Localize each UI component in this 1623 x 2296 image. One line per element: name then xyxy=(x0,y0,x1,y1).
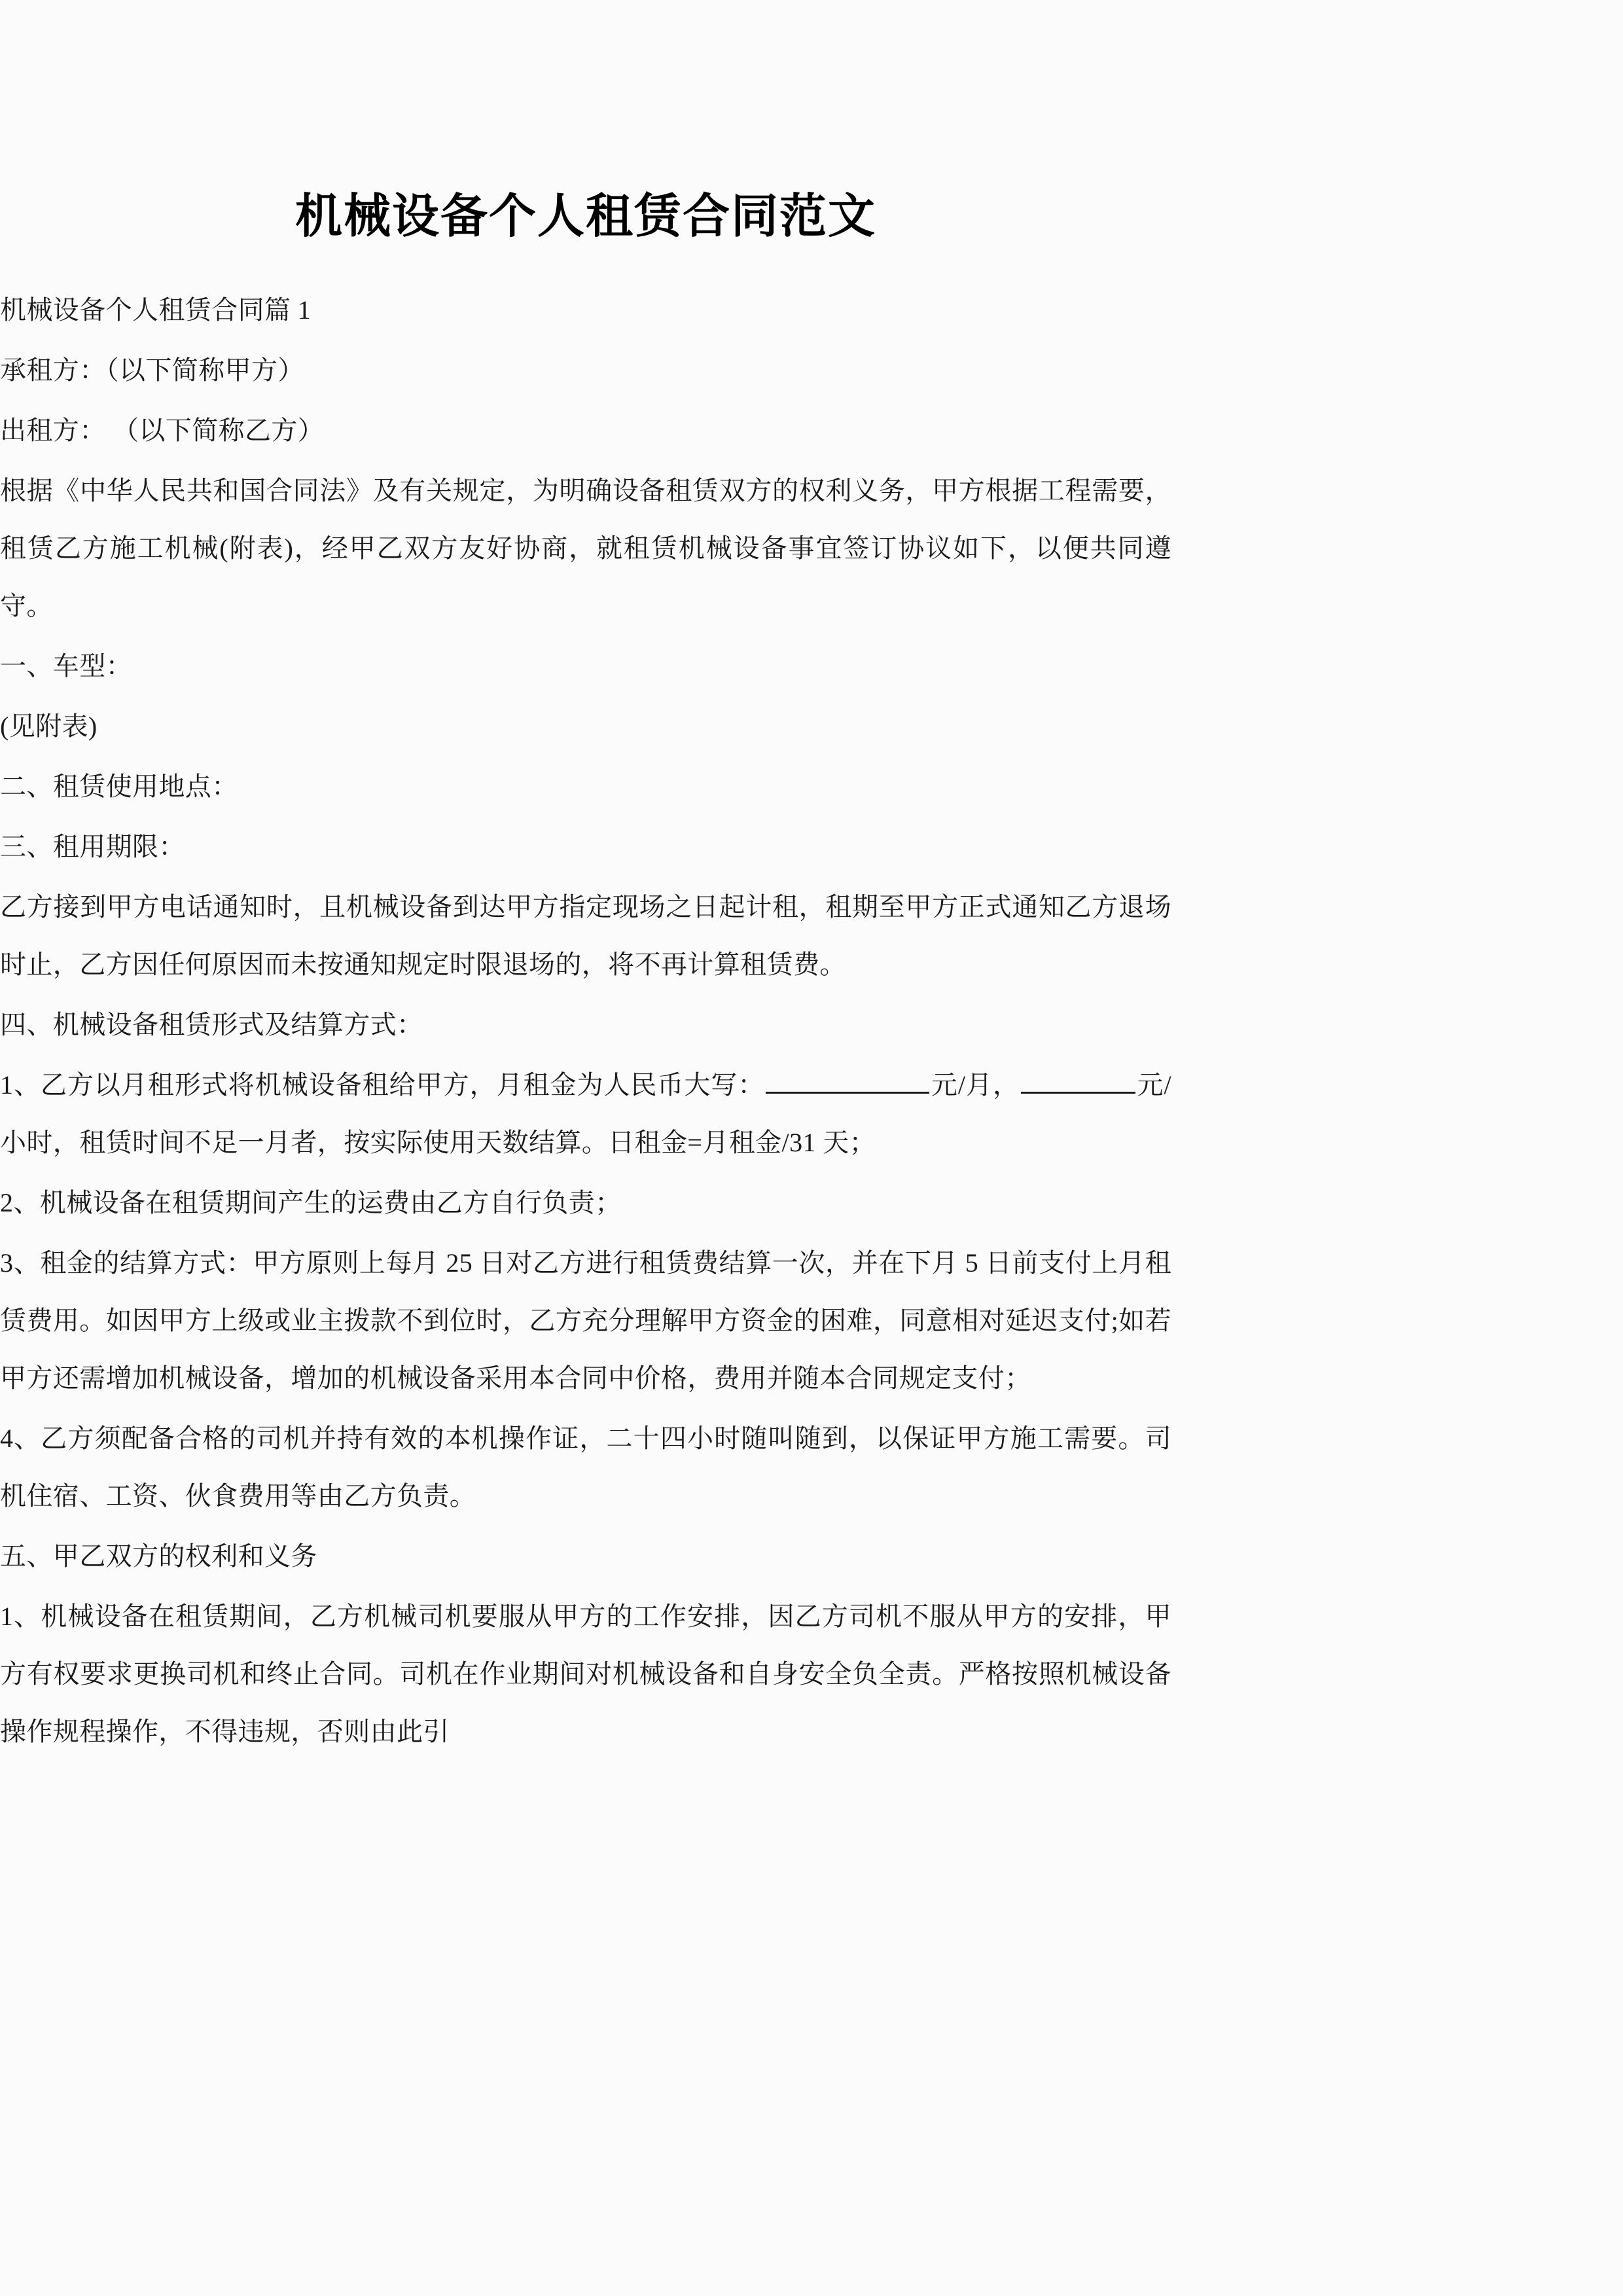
paragraph-section-4-heading: 四、机械设备租赁形式及结算方式： xyxy=(0,1010,423,1039)
document-body xyxy=(0,281,1171,1763)
hourly-rent-amount-blank[interactable] xyxy=(1021,1066,1135,1094)
paragraph-section-3-body: 乙方接到甲方电话通知时，且机械设备到达甲方指定现场之日起计租，租期至甲方正式通知乙方退场时止，乙方因任何原因而未按通知规定时限退场的，将不再计算租赁费。 xyxy=(0,892,1171,979)
section-4-item-1-text-c: 元/小时，租赁时间不足一月者，按实际使用天数结算。日租金=月租金/31 天； xyxy=(0,1070,1172,1157)
paragraph-section-5-heading: 五、甲乙双方的权利和义务 xyxy=(0,1541,317,1571)
section-4-item-1-text-a: 1、乙方以月租形式将机械设备租给甲方，月租金为人民币大写： xyxy=(0,1070,765,1100)
section-4-item-1-text-b: 元/月， xyxy=(931,1070,1020,1100)
paragraph-lessee-line: 承租方：（以下简称甲方） xyxy=(0,355,304,385)
paragraph-section-1-body: (见附表) xyxy=(0,711,98,741)
paragraph-section-4-item-2: 2、机械设备在租赁期间产生的运费由乙方自行负责； xyxy=(0,1188,622,1217)
paragraph-preamble: 根据《中华人民共和国合同法》及有关规定，为明确设备租赁双方的权利义务，甲方根据工程需要，租赁乙方施工机械(附表)，经甲乙双方友好协商，就租赁机械设备事宜签订协议如下，以便共同遵守。 xyxy=(0,476,1171,620)
paragraph-section-2-heading: 二、租赁使用地点： xyxy=(0,772,238,801)
page-title: 机械设备个人租赁合同范文 xyxy=(294,190,876,243)
paragraph-section-1-heading: 一、车型： xyxy=(0,651,132,681)
monthly-rent-amount-blank[interactable] xyxy=(766,1066,929,1094)
paragraph-section-5-item-1: 1、机械设备在租赁期间，乙方机械司机要服从甲方的工作安排，因乙方司机不服从甲方的安排，甲方有权要求更换司机和终止合同。司机在作业期间对机械设备和自身安全负全责。严格按照机械设备操作规程操作，不得违规，否则由此引 xyxy=(0,1602,1171,1746)
paragraph-section-4-item-4: 4、乙方须配备合格的司机并持有效的本机操作证，二十四小时随叫随到，以保证甲方施工需要。司机住宿、工资、伙食费用等由乙方负责。 xyxy=(0,1424,1171,1511)
paragraph-heading-piece-1: 机械设备个人租赁合同篇 1 xyxy=(0,295,312,325)
paragraph-lessor-line: 出租方： （以下简称乙方） xyxy=(0,416,325,445)
paragraph-section-3-heading: 三、租用期限： xyxy=(0,832,185,861)
paragraph-section-4-item-3: 3、租金的结算方式：甲方原则上每月 25 日对乙方进行租赁费结算一次，并在下月 5 日前支付上月租赁费用。如因甲方上级或业主拨款不到位时，乙方充分理解甲方资金的困难，同意相对延迟支付;如若甲方还需增加机械设备，增加的机械设备采用本合同中价格，费用并随本合同规定支付； xyxy=(0,1248,1171,1393)
paragraph-section-4-item-1 xyxy=(0,1056,1171,1172)
